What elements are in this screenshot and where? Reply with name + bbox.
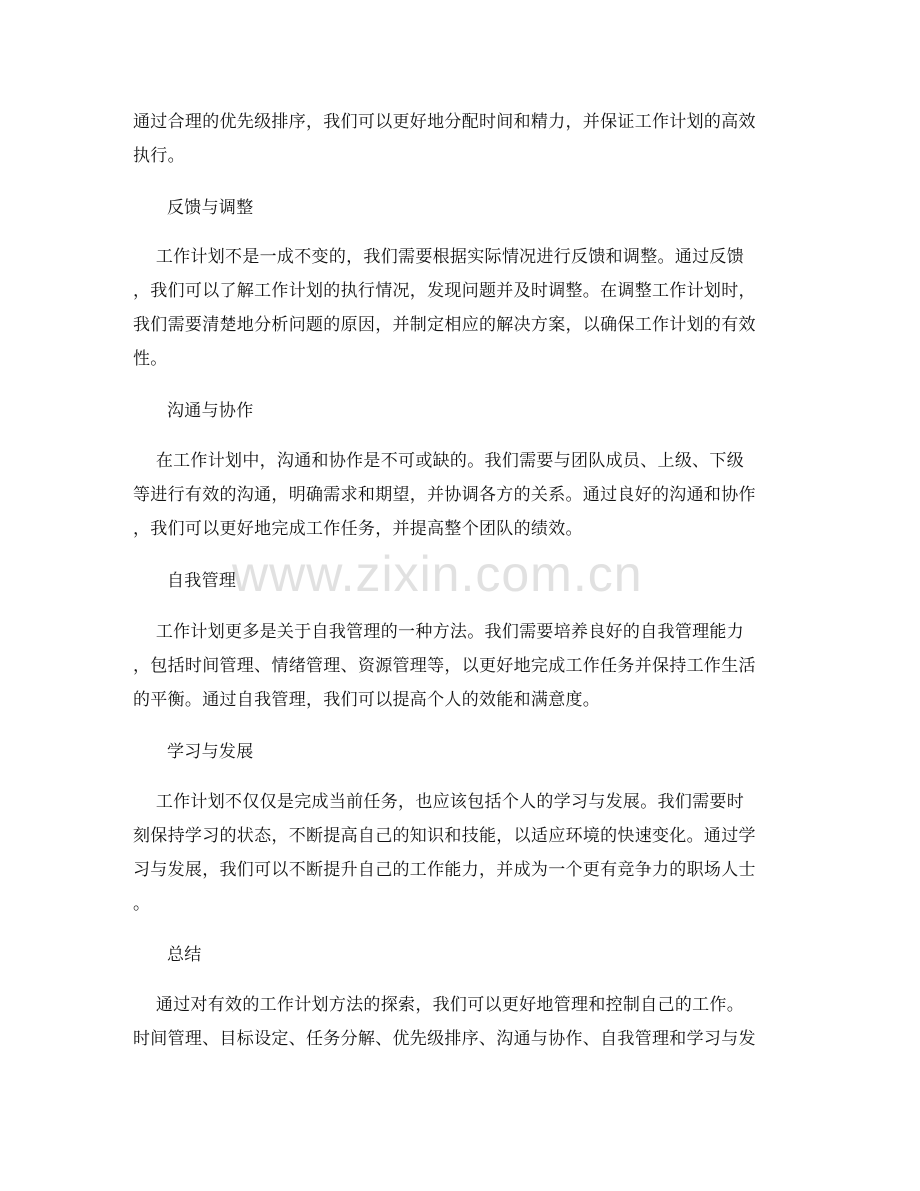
section-heading-feedback: 反馈与调整 — [167, 198, 254, 218]
section-heading-learning: 学习与发展 — [167, 742, 254, 762]
watermark: www.zixin.com.cn — [232, 546, 643, 602]
body-paragraph: 通过对有效的工作计划方法的探索，我们可以更好地管理和控制自己的工作。 时间管理、目标设定、任务分解、优先级排序、沟通与协作、自我管理和学习与发 — [133, 995, 756, 1049]
body-paragraph: 工作计划更多是关于自我管理的一种方法。我们需要培养良好的自我管理能力 ，包括时间管理、情绪管理、资源管理等，以更好地完成工作任务并保持工作生活 的平衡。通过自我管理，我们可以提高个人的效能和满意度。 — [133, 622, 756, 710]
section-heading-self-management: 自我管理 — [167, 571, 237, 591]
body-paragraph: 工作计划不仅仅是完成当前任务，也应该包括个人的学习与发展。我们需要时 刻保持学习的状态，不断提高自己的知识和技能，以适应环境的快速变化。通过学 习与发展，我们可以不断提升自己的工作能力，并成为一个更有竞争力的职场人士 。 — [133, 792, 756, 914]
body-paragraph: 工作计划不是一成不变的，我们需要根据实际情况进行反馈和调整。通过反馈 ，我们可以了解工作计划的执行情况，发现问题并及时调整。在调整工作计划时， 我们需要清楚地分析问题的原因，并制定相应的解决方案，以确保工作计划的有效 性。 — [133, 247, 756, 369]
section-heading-summary: 总结 — [167, 945, 202, 965]
body-paragraph: 通过合理的优先级排序，我们可以更好地分配时间和精力，并保证工作计划的高效 执行。 — [133, 112, 756, 166]
body-paragraph: 在工作计划中，沟通和协作是不可或缺的。我们需要与团队成员、上级、下级 等进行有效的沟通，明确需求和期望，并协调各方的关系。通过良好的沟通和协作 ，我们可以更好地完成工作任务，并提高整个团队的绩效。 — [133, 451, 756, 539]
section-heading-communication: 沟通与协作 — [167, 401, 254, 421]
